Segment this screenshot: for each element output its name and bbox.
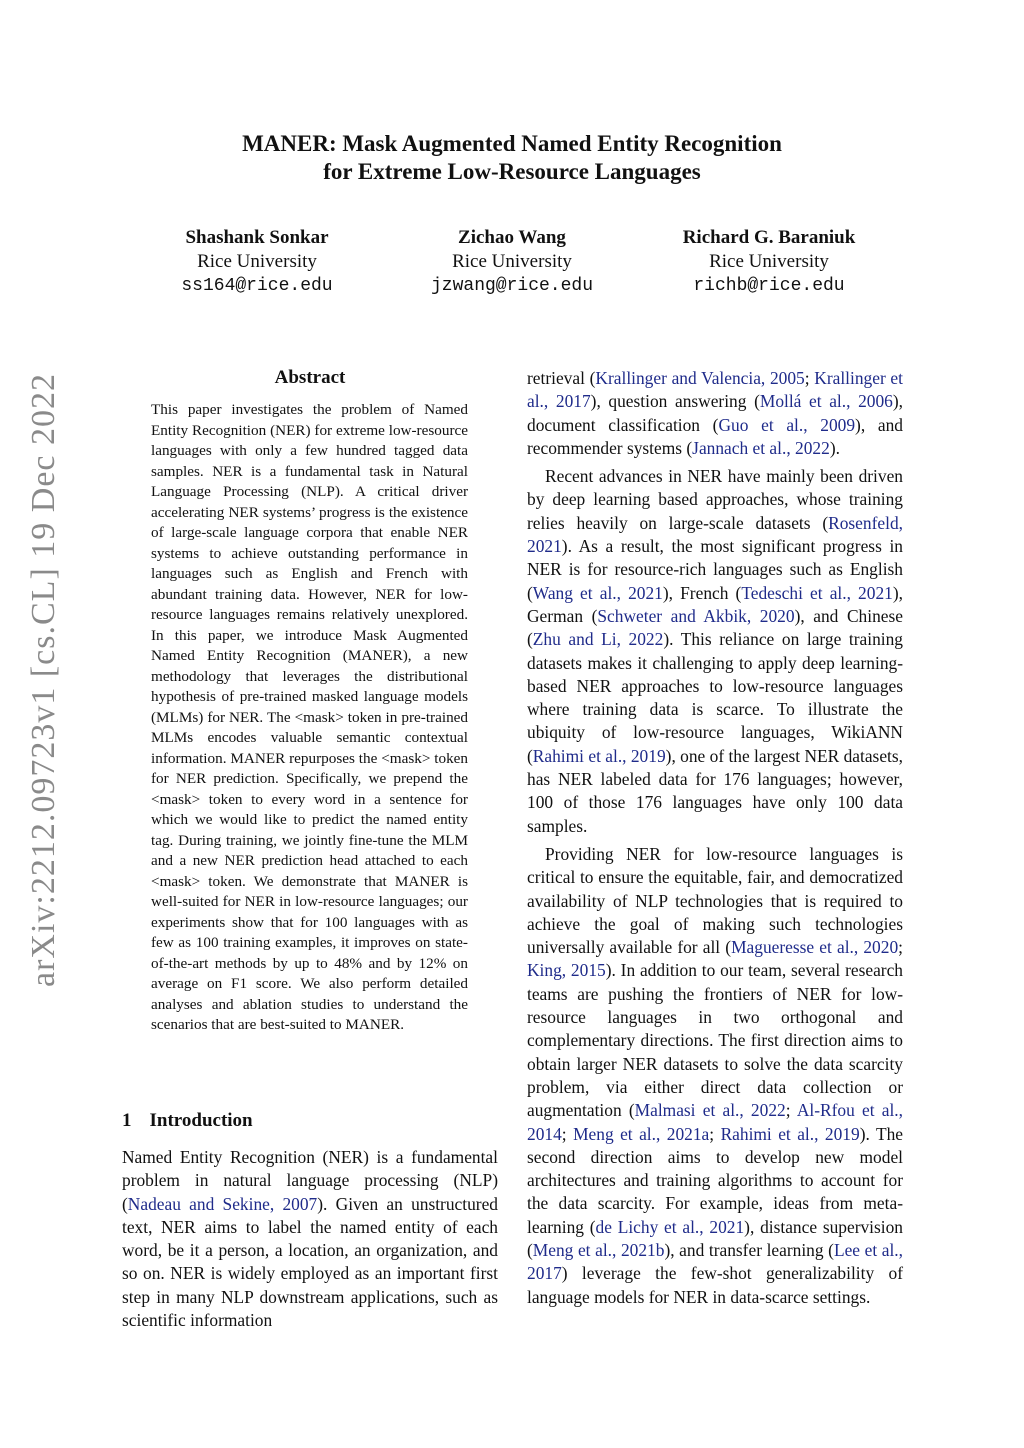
citation-link[interactable]: Krallinger et al., 2017 [527,368,903,412]
author-name: Shashank Sonkar [185,227,329,248]
author-block-3 [639,226,899,298]
author-affiliation: Rice University [452,251,572,272]
section-title: Introduction [149,1110,253,1131]
abstract-heading: Abstract [274,367,346,388]
author-block-1 [127,226,387,298]
author-name: Zichao Wang [458,227,566,248]
title-line-2: for Extreme Low-Resource Languages [323,159,701,184]
arxiv-stamp [12,300,76,1060]
citation-link[interactable]: Lee et al., 2017 [527,1239,904,1284]
intro-paragraph-continued: retrieval (Krallinger and Valencia, 2005; Krallinger et al., 2017), question answering (Mollá et al., 2006), document classification (Guo et al., 2009), and recommender systems (Jannach et al., 2022). [527,368,903,458]
citation-link[interactable]: Meng et al., 2021b [532,1239,665,1260]
author-email: ss164@rice.edu [181,276,333,296]
citation-link[interactable]: Rahimi et al., 2019 [720,1123,860,1144]
citation-link[interactable]: Tedeschi et al., 2021 [741,582,893,603]
citation-link[interactable]: Schweter and Akbik, 2020 [597,605,795,626]
citation-link[interactable]: Rosenfeld, 2021 [527,512,903,557]
intro-paragraph-1: Named Entity Recognition (NER) is a fundamental problem in natural language processing (NLP) (Nadeau and Sekine, 2007). Given an unstructured text, NER aims to label the named entity of each word, be it a person, a location, an organization, and so on. NER is widely employed as an important first step in many NLP downstream applications, such as scientific information [122,1147,498,1331]
intro-paragraph-3: Providing NER for low-resource languages is critical to ensure the equitable, fair, and democratized availability of NLP technologies that is required to achieve the goal of making such technologies universally available for all (Magueresse et al., 2020; King, 2015). In addition to our team, several research teams are pushing the frontiers of NER for low-resource languages in two orthogonal and complementary directions. The first direction aims to obtain larger NER datasets to solve the data scarcity problem, via either direct data collection or augmentation (Malmasi et al., 2022; Al-Rfou et al., 2014; Meng et al., 2021a; Rahimi et al., 2019). The second direction aims to develop new model architectures and training algorithms to account for the data scarcity. For example, ideas from meta-learning (de Lichy et al., 2021), distance supervision (Meng et al., 2021b), and transfer learning (Lee et al., 2017) leverage the few-shot generalizability of language models for NER in data-scarce settings. [527,843,904,1307]
section-heading [122,1110,253,1132]
abstract-body: This paper investigates the problem of Named Entity Recognition (NER) for extreme low-resource languages with only a few hundred tagged data samples. NER is a fundamental task in Natural Language Processing (NLP). A critical driver accelerating NER systems’ progress is the existence of large-scale language corpora that enable NER systems to achieve outstanding performance in languages such as English and French with abundant training data. However, NER for low-resource languages remains relatively unexplored. In this paper, we introduce Mask Augmented Named Entity Recognition (MANER), a new methodology that leverages the distributional hypothesis of pre-trained masked language models (MLMs) for NER. The <mask> token in pre-trained MLMs encodes valuable semantic contextual information. MANER repurposes the <mask> token for NER prediction. Specifically, we prepend the <mask> token to every word in a sentence for which we would like to predict the named entity tag. During training, we jointly fine-tune the MLM and a new NER prediction head attached to each <mask> token. We demonstrate that MANER is well-suited for NER in low-resource languages; our experiments show that for 100 languages with as few as 100 training examples, it improves on state-of-the-art methods by up to 48% and by 12% on average on F1 score. We also perform detailed analyses and ablation studies to understand the scenarios that are best-suited to MANER. [151,401,468,1033]
right-column [527,367,903,1314]
citation-link[interactable]: Mollá et al., 2006 [759,391,893,412]
title-line-1: MANER: Mask Augmented Named Entity Recognition [242,131,782,156]
citation-link[interactable]: Meng et al., 2021a [573,1123,710,1144]
citation-link[interactable]: Al-Rfou et al., 2014 [527,1100,903,1144]
author-name: Richard G. Baraniuk [682,227,856,248]
citation-link[interactable]: Magueresse et al., 2020 [731,937,899,958]
citation-link[interactable]: Zhu and Li, 2022 [532,629,664,650]
author-affiliation: Rice University [197,251,317,272]
intro-paragraph-2: Recent advances in NER have mainly been driven by deep learning based approaches, whose training relies heavily on large-scale datasets (Rosenfeld, 2021). As a result, the most significant progress in NER is for resource-rich languages such as English (Wang et al., 2021), French (Tedeschi et al., 2021), German (Schweter and Akbik, 2020), and Chinese (Zhu and Li, 2022). This reliance on large training datasets makes it challenging to apply deep learning-based NER approaches to low-resource languages where training data is scarce. To illustrate the ubiquity of low-resource languages, WikiANN (Rahimi et al., 2019), one of the largest NER datasets, has NER labeled data for 176 languages; however, 100 of those 176 languages have only 100 data samples. [527,466,904,836]
paper-title [0,130,1024,186]
author-email: richb@rice.edu [693,276,845,296]
arxiv-stamp-text: arXiv:2212.09723v1 [cs.CL] 19 Dec 2022 [25,372,63,988]
author-affiliation: Rice University [709,251,829,272]
citation-link[interactable]: Nadeau and Sekine, 2007 [127,1193,318,1214]
citation-link[interactable]: King, 2015 [527,960,606,981]
citation-link[interactable]: Malmasi et al., 2022 [634,1100,786,1121]
citation-link[interactable]: Jannach et al., 2022 [692,437,830,458]
citation-link[interactable]: Rahimi et al., 2019 [532,745,666,766]
citation-link[interactable]: Guo et al., 2009 [718,414,856,435]
citation-link[interactable]: de Lichy et al., 2021 [595,1216,745,1237]
author-email: jzwang@rice.edu [430,276,594,296]
citation-link[interactable]: Krallinger and Valencia, 2005 [595,368,805,388]
section-number: 1 [122,1110,132,1131]
author-block-2 [382,226,642,298]
citation-link[interactable]: Wang et al., 2021 [532,582,663,603]
